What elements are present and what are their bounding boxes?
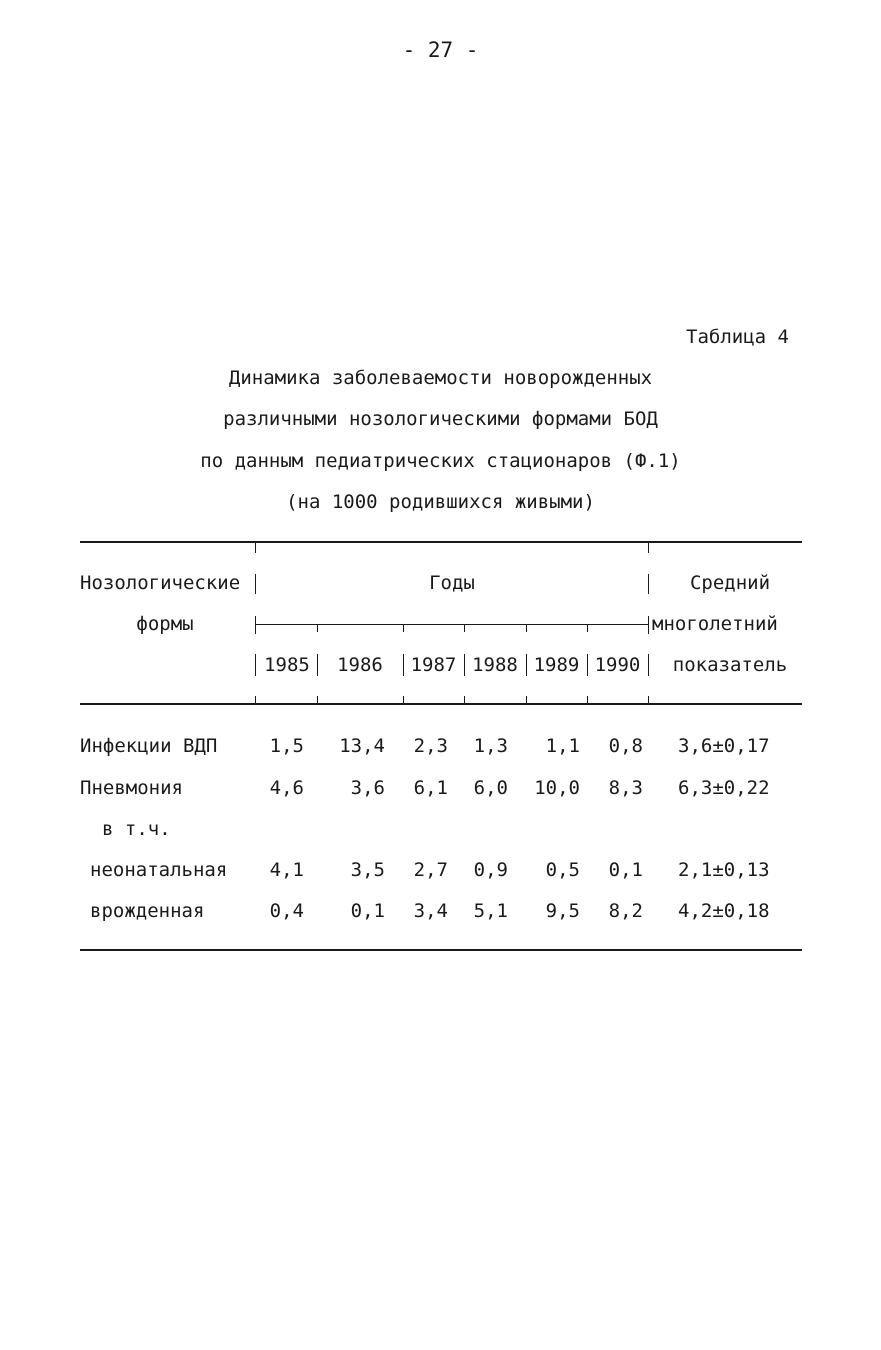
cell-1989: 0,5 bbox=[545, 859, 580, 881]
cell-average: 3,6±0,17 bbox=[678, 735, 770, 757]
row-name: неонатальная bbox=[90, 859, 228, 881]
header-average-line-1: Средний bbox=[689, 572, 771, 594]
cell-1989: 1,1 bbox=[545, 735, 580, 757]
header-separator bbox=[648, 574, 649, 594]
cell-1988: 6,0 bbox=[473, 777, 508, 799]
cell-1986: 3,6 bbox=[350, 777, 385, 799]
subdivider-tick bbox=[526, 624, 527, 632]
cell-1990: 8,2 bbox=[608, 900, 643, 922]
header-forms-line-2: формы bbox=[136, 613, 194, 635]
cell-1987: 2,3 bbox=[413, 735, 448, 757]
cell-average: 6,3±0,22 bbox=[678, 777, 770, 799]
table-label: Таблица 4 bbox=[686, 326, 789, 348]
cell-1986: 3,5 bbox=[350, 859, 385, 881]
page-number: - 27 - bbox=[402, 38, 479, 62]
year-separator bbox=[255, 654, 256, 676]
table-caption-line-3: по данным педиатрических стационаров (Ф.1) bbox=[200, 450, 681, 472]
subdivider-tick bbox=[317, 624, 318, 632]
header-year-1987: 1987 bbox=[410, 654, 457, 676]
row-name: врожденная bbox=[90, 900, 205, 922]
cell-average: 4,2±0,18 bbox=[678, 900, 770, 922]
header-forms-line-1: Нозологические bbox=[80, 572, 241, 594]
header-years: Годы bbox=[429, 572, 475, 594]
cell-1985: 0,4 bbox=[269, 900, 304, 922]
table-top-rule bbox=[80, 541, 802, 543]
table-bottom-rule bbox=[80, 949, 802, 951]
subdivider-tick bbox=[403, 624, 404, 632]
table-caption-line-4: (на 1000 родившихся живыми) bbox=[286, 491, 595, 513]
header-year-1985: 1985 bbox=[264, 654, 310, 676]
cell-1985: 4,1 bbox=[269, 859, 304, 881]
cell-1990: 8,3 bbox=[608, 777, 643, 799]
header-year-1989: 1989 bbox=[533, 654, 580, 676]
cell-1987: 6,1 bbox=[413, 777, 448, 799]
cell-1985: 4,6 bbox=[269, 777, 304, 799]
table-caption-line-1: Динамика заболеваемости новорожденных bbox=[228, 367, 653, 389]
header-year-1986: 1986 bbox=[337, 654, 383, 676]
subdivider-tick bbox=[255, 616, 256, 634]
cell-1989: 10,0 bbox=[534, 777, 580, 799]
cell-1988: 0,9 bbox=[473, 859, 508, 881]
header-year-1990: 1990 bbox=[594, 654, 641, 676]
subdivider-tick bbox=[464, 624, 465, 632]
cell-1990: 0,8 bbox=[608, 735, 643, 757]
header-bottom-rule bbox=[80, 703, 802, 705]
year-separator bbox=[648, 654, 649, 676]
cell-1987: 3,4 bbox=[413, 900, 448, 922]
cell-1988: 5,1 bbox=[473, 900, 508, 922]
header-average-line-3: показатель bbox=[672, 654, 788, 676]
cell-1987: 2,7 bbox=[413, 859, 448, 881]
years-subdivider bbox=[255, 624, 648, 625]
header-tick bbox=[255, 543, 256, 553]
table-caption-line-2: различными нозологическими формами БОД bbox=[223, 408, 658, 430]
cell-1988: 1,3 bbox=[473, 735, 508, 757]
header-tick bbox=[648, 543, 649, 553]
cell-average: 2,1±0,13 bbox=[678, 859, 770, 881]
subdivider-tick bbox=[648, 616, 649, 634]
cell-1986: 0,1 bbox=[350, 900, 385, 922]
header-year-1988: 1988 bbox=[472, 654, 518, 676]
row-name: Пневмония bbox=[80, 777, 183, 799]
cell-1986: 13,4 bbox=[339, 735, 385, 757]
row-name: в т.ч. bbox=[102, 818, 171, 840]
cell-1990: 0,1 bbox=[608, 859, 643, 881]
cell-1985: 1,5 bbox=[269, 735, 304, 757]
subdivider-tick bbox=[587, 624, 588, 632]
cell-1989: 9,5 bbox=[545, 900, 580, 922]
header-average-line-2: многолетний bbox=[652, 613, 778, 635]
row-name: Инфекции ВДП bbox=[80, 735, 218, 757]
